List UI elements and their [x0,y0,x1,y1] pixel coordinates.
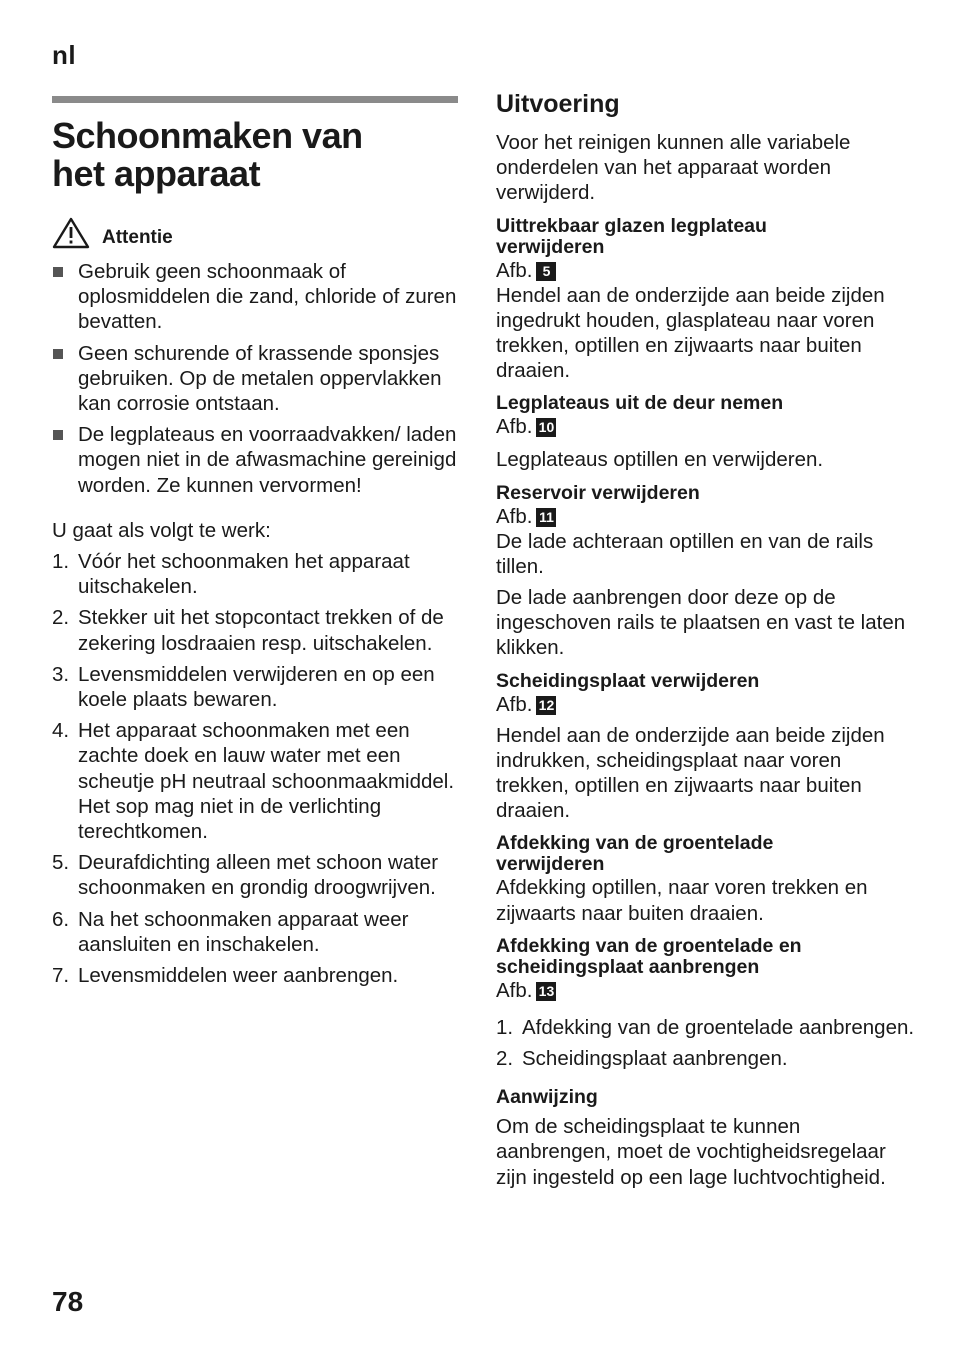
subsection-title: Uittrekbaar glazen legplateau verwijderen [496,214,767,258]
subsection-text: Legplateaus optillen en verwijderen. [496,448,824,472]
list-item: De legplateaus en voorraadvakken/ laden mogen niet in de afwasmachine gereinigd worden. Ze kunnen vervormen! [52,422,458,498]
figure-number-badge: 12 [536,696,556,715]
procedure-intro: U gaat als volgt te werk: [52,518,271,542]
bullet-square-icon [53,430,63,440]
figure-number-badge: 11 [536,508,556,527]
page-title-line2: het apparaat [52,153,261,194]
figure-reference: Afb. 10 [496,414,916,439]
list-item: 5. Deurafdichting alleen met schoon water schoonmaken en grondig droogwrijven. [52,851,439,900]
figure-reference: Afb. 5 [496,258,916,283]
attention-header [52,217,458,249]
list-item: 2. Scheidingsplaat aanbrengen. [496,1047,788,1071]
subsection-text: Hendel aan de onderzijde aan beide zijden ingedrukt houden, glasplateau naar voren trekken, optillen en zijwaarts naar buiten draaien. [496,283,885,383]
subsection-text: Hendel aan de onderzijde aan beide zijden indrukken, scheidingsplaat naar voren trekken, optillen en zijwaarts naar buiten draaien. [496,723,885,823]
left-column [52,96,458,994]
list-item: 7. Levensmiddelen weer aanbrengen. [52,964,399,988]
subsection-steps [496,1015,916,1071]
bullet-square-icon [53,349,63,359]
figure-reference: Afb. 12 [496,692,916,717]
language-code: nl [52,40,77,70]
list-item: 3. Levensmiddelen verwijderen en op een koele plaats bewaren. [52,662,435,712]
subsection-title: Reservoir verwijderen [496,481,700,504]
subsection-text: Afdekking optillen, naar voren trekken en zijwaarts naar buiten draaien. [496,876,868,925]
subsection-title: Legplateaus uit de deur nemen [496,392,784,415]
right-column [496,88,916,1190]
list-item: 6. Na het schoonmaken apparaat weer aansluiten en inschakelen. [52,907,409,956]
subsection-title: Afdekking van de groentelade en scheidingsplaat aanbrengen [496,934,802,978]
figure-number-badge: 5 [536,262,556,281]
warning-icon [52,217,90,249]
page-title-line1: Schoonmaken van [52,115,363,156]
section-heading: Uitvoering [496,90,620,118]
list-item: 4. Het apparaat schoonmaken met een zachte doek en lauw water met een scheutje pH neutraal schoonmaakmiddel. Het sop mag niet in de verlichting terechtkomen. [52,719,455,844]
subsection-text: De lade aanbrengen door deze op de ingeschoven rails te plaatsen en vast te laten klikken. [496,586,906,660]
figure-reference: Afb. 13 [496,978,916,1003]
attention-label: Attentie [102,227,173,248]
figure-number-badge: 10 [536,418,556,437]
procedure-steps [52,549,458,988]
subsection-title: Scheidingsplaat verwijderen [496,669,760,692]
subsection-title: Afdekking van de groentelade verwijderen [496,832,774,876]
page-title [52,117,458,193]
list-item: 2. Stekker uit het stopcontact trekken of de zekering losdraaien resp. uitschakelen. [52,606,444,655]
bullet-square-icon [53,267,63,277]
list-item: 1. Afdekking van de groentelade aanbrengen. [496,1015,915,1039]
figure-reference: Afb. 11 [496,504,916,529]
warning-list [52,259,458,498]
section-rule [52,96,458,103]
section-intro: Voor het reinigen kunnen alle variabele onderdelen van het apparaat worden verwijderd. [496,131,851,205]
list-item: Gebruik geen schoonmaak of oplosmiddelen die zand, chloride of zuren bevatten. [52,259,458,335]
figure-number-badge: 13 [536,982,556,1001]
list-item: 1. Vóór het schoonmaken het apparaat uitschakelen. [52,550,410,599]
note-text: Om de scheidingsplaat te kunnen aanbrengen, moet de vochtigheidsregelaar zijn ingesteld op een lage luchtvochtigheid. [496,1115,886,1189]
note-title: Aanwijzing [496,1086,598,1109]
list-item: Geen schurende of krassende sponsjes gebruiken. Op de metalen oppervlakken kan corrosie ontstaan. [52,341,458,417]
page-number: 78 [52,1286,84,1317]
subsection-text: De lade achteraan optillen en van de rails tillen. [496,529,874,578]
